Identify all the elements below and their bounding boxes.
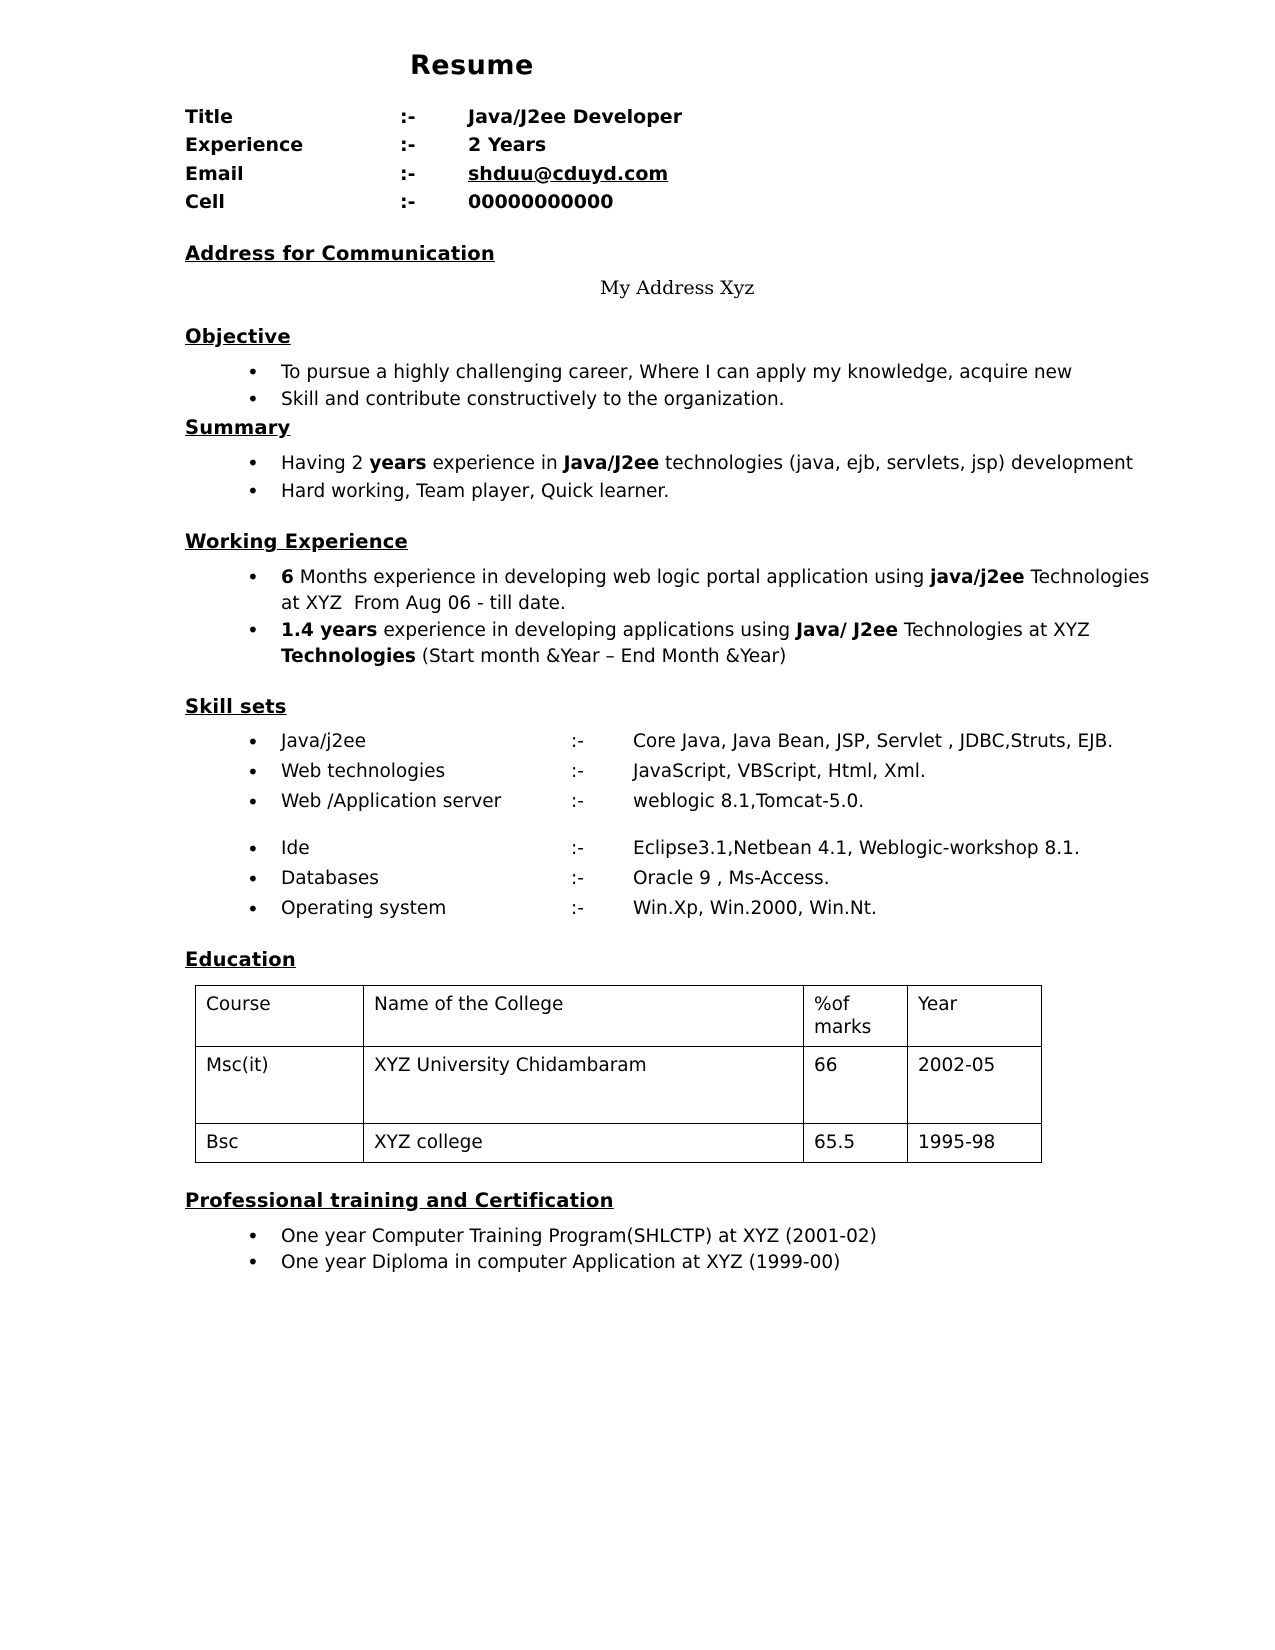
list-item xyxy=(247,730,1165,755)
field-value-title: Java/J2ee Developer xyxy=(468,106,683,128)
section-heading-summary: Summary xyxy=(185,416,291,440)
skill-colon: :- xyxy=(571,838,584,860)
skill-value: Eclipse3.1,Netbean 4.1, Weblogic-workshop 8.1. xyxy=(633,838,1080,860)
table-row xyxy=(185,160,682,188)
section-heading-skill-sets: Skill sets xyxy=(185,695,287,719)
skill-value: Win.Xp, Win.2000, Win.Nt. xyxy=(633,898,877,920)
skill-value: weblogic 8.1,Tomcat-5.0. xyxy=(633,791,865,813)
header-info-table xyxy=(185,103,682,216)
skill-colon: :- xyxy=(571,898,584,920)
cell-college: XYZ college xyxy=(364,1124,804,1162)
address-line: My Address Xyz xyxy=(600,277,755,300)
section-heading-training: Professional training and Certification xyxy=(185,1188,614,1212)
skill-colon: :- xyxy=(571,868,584,890)
skill-colon: :- xyxy=(571,791,584,813)
skill-colon: :- xyxy=(571,761,584,783)
list-item xyxy=(247,867,1165,892)
list-item xyxy=(247,790,1165,815)
skill-name: • Databases xyxy=(281,868,379,890)
list-item: • One year Diploma in computer Application at XYZ (1999-00) xyxy=(247,1250,1165,1276)
list-item: • Skill and contribute constructively to the organization. xyxy=(247,387,1165,413)
list-item: • Hard working, Team player, Quick learner. xyxy=(247,479,1165,505)
skill-colon: :- xyxy=(571,731,584,753)
column-header-course: Course xyxy=(196,986,364,1047)
training-list xyxy=(185,1224,1165,1276)
column-header-year: Year xyxy=(908,986,1042,1047)
list-item: • 6 Months experience in developing web logic portal application using java/j2ee Technologies at XYZ From Aug 06 - till date. xyxy=(247,565,1165,616)
cell-year: 1995-98 xyxy=(908,1124,1042,1162)
cell-course: Msc(it) xyxy=(196,1047,364,1124)
section-heading-working-experience: Working Experience xyxy=(185,530,408,554)
field-label-email: Email xyxy=(185,162,244,185)
field-colon-experience: :- xyxy=(400,134,416,157)
skill-name: • Java/j2ee xyxy=(281,731,366,753)
column-header-college: Name of the College xyxy=(364,986,804,1047)
field-colon-email: :- xyxy=(400,162,416,185)
skill-name: • Web /Application server xyxy=(281,791,502,813)
list-item: • One year Computer Training Program(SHLCTP) at XYZ (2001-02) xyxy=(247,1224,1165,1250)
cell-marks: 65.5 xyxy=(804,1124,908,1162)
skill-sets-list xyxy=(185,730,1165,922)
objective-list xyxy=(185,360,1165,412)
field-value-email[interactable]: shduu@cduyd.com xyxy=(468,162,669,185)
summary-list xyxy=(185,451,1165,504)
skill-name: • Operating system xyxy=(281,898,447,920)
page-title: Resume xyxy=(410,50,534,81)
table-row xyxy=(196,1047,1042,1124)
skill-name: • Web technologies xyxy=(281,761,446,783)
cell-college: XYZ University Chidambaram xyxy=(364,1047,804,1124)
field-colon-cell: :- xyxy=(400,190,416,213)
cell-year: 2002-05 xyxy=(908,1047,1042,1124)
list-item xyxy=(247,897,1165,922)
list-item: • Having 2 years experience in Java/J2ee technologies (java, ejb, servlets, jsp) development xyxy=(247,451,1165,477)
field-colon-title: :- xyxy=(400,106,416,128)
cell-course: Bsc xyxy=(196,1124,364,1162)
section-heading-address: Address for Communication xyxy=(185,242,495,266)
list-item xyxy=(247,760,1165,785)
skill-value: JavaScript, VBScript, Html, Xml. xyxy=(633,761,926,783)
list-item xyxy=(247,837,1165,862)
field-label-title: Title xyxy=(185,106,233,128)
section-heading-objective: Objective xyxy=(185,325,291,349)
list-item: • 1.4 years experience in developing applications using Java/ J2ee Technologies at XYZ Technologies (Start month &Year – End Month &Year) xyxy=(247,618,1165,669)
skill-name: • Ide xyxy=(281,838,310,860)
list-item: • To pursue a highly challenging career, Where I can apply my knowledge, acquire new xyxy=(247,360,1165,386)
column-header-marks: %of marks xyxy=(804,986,908,1047)
cell-marks: 66 xyxy=(804,1047,908,1124)
skill-value: Core Java, Java Bean, JSP, Servlet , JDBC,Struts, EJB. xyxy=(633,731,1114,753)
table-header-row xyxy=(196,986,1042,1047)
skill-value: Oracle 9 , Ms-Access. xyxy=(633,868,830,890)
table-row xyxy=(185,188,682,216)
field-value-cell: 00000000000 xyxy=(468,190,614,213)
section-heading-education: Education xyxy=(185,948,296,972)
field-label-experience: Experience xyxy=(185,134,304,157)
field-label-cell: Cell xyxy=(185,190,225,213)
table-row xyxy=(185,103,682,131)
working-experience-list xyxy=(185,565,1165,669)
table-row xyxy=(185,131,682,159)
table-row xyxy=(196,1124,1042,1162)
field-value-experience: 2 Years xyxy=(468,134,547,157)
education-table xyxy=(195,985,1042,1162)
